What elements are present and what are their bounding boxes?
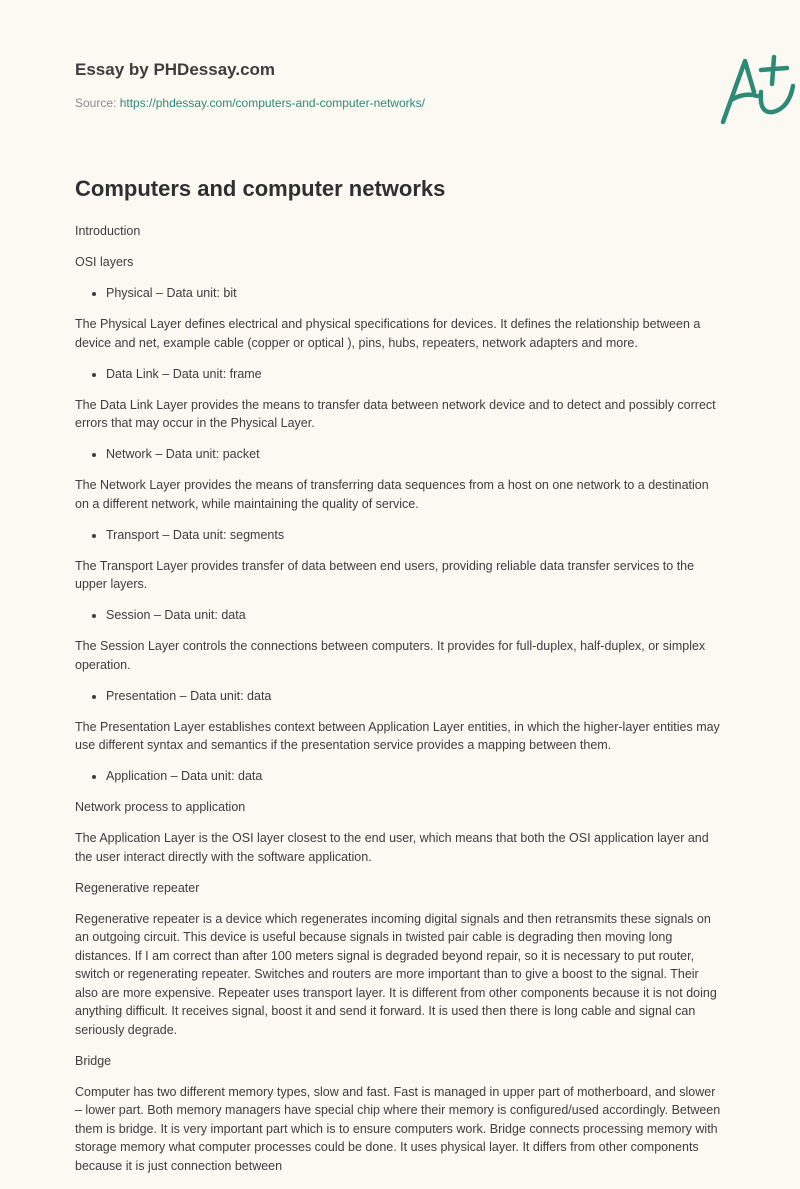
paragraph: Computer has two different memory types, slow and fast. Fast is managed in upper part of motherboard, and slower – lower part. Both memory managers have special chip where their memory is configured/used accordingly. Between them is bridge. It is very important part which is to ensure computers work. Bridge connects processing memory with storage memory what computer processes could be done. It uses physical layer. It differs from other components because it is just connection between [75,1084,721,1173]
source-line [75,96,425,110]
paragraph: The Physical Layer defines electrical and physical specifications for devices. It defines the relationship between a device and net, example cable (copper or optical ), pins, hubs, repeaters, network adapters and more. [75,317,701,350]
paragraph: Bridge [75,1053,112,1068]
paragraph: Network process to application [75,800,246,814]
paragraph: The Transport Layer provides transfer of data between end users, providing reliable data transfer services to the upper layers. [75,558,695,591]
bullet-list [75,445,725,464]
paragraph: Regenerative repeater [75,880,200,895]
bullet-list [75,606,725,625]
list-item: • Session – Data unit: data [106,606,725,625]
paragraph: The Application Layer is the OSI layer closest to the end user, which means that both the OSI application layer and the user interact directly with the software application. [75,831,709,864]
paragraph: Regenerative repeater is a device which regenerates incoming digital signals and then retransmits these signals on an outgoing circuit. This device is useful because signals in twisted pair cable is degrading then moving long distances. If I am correct than after 100 meters signal is degraded beyond repair, so it is necessary to put router, switch or regenerating repeater. Switches and routers are more important than to give a boost to the signal. Their also are more expensive. Repeater uses transport layer. It is different from other components because it is not doing anything difficult. It receives signal, boost it and send it forward. It is used then there is long cable and signal can seriously degrade. [75,911,717,1037]
paragraph: The Network Layer provides the means of transferring data sequences from a host on one network to a destination on a different network, while maintaining the quality of service. [75,478,709,511]
list-item: • Physical – Data unit: bit [106,284,725,303]
source-label: Source: [75,96,117,110]
source-link[interactable]: https://phdessay.com/computers-and-computer-networks/ [119,96,425,110]
paragraph: Introduction [75,224,141,238]
site-title: Essay by PHDessay.com [75,60,276,79]
essay-content [75,222,725,1188]
list-item: • Presentation – Data unit: data [106,687,725,706]
paragraph: The Data Link Layer provides the means to transfer data between network device and to detect and possibly correct errors that may occur in the Physical Layer. [75,397,716,430]
list-item: • Application – Data unit: data [106,767,725,786]
list-item: • Transport – Data unit: segments [106,526,725,545]
a-plus-logo [717,52,800,132]
list-item: • Data Link – Data unit: frame [106,365,725,384]
bullet-list [75,687,725,706]
essay-title: Computers and computer networks [75,176,446,201]
bullet-list [75,284,725,303]
paragraph: The Session Layer controls the connections between computers. It provides for full-duplex, half-duplex, or simplex operation. [75,639,706,672]
bullet-list [75,526,725,545]
bullet-list [75,365,725,384]
paragraph: OSI layers [75,255,134,269]
bullet-list [75,767,725,786]
list-item: • Network – Data unit: packet [106,445,725,464]
paragraph: The Presentation Layer establishes context between Application Layer entities, in which the higher-layer entities may use different syntax and semantics if the presentation service provides a mapping between them. [75,719,720,752]
